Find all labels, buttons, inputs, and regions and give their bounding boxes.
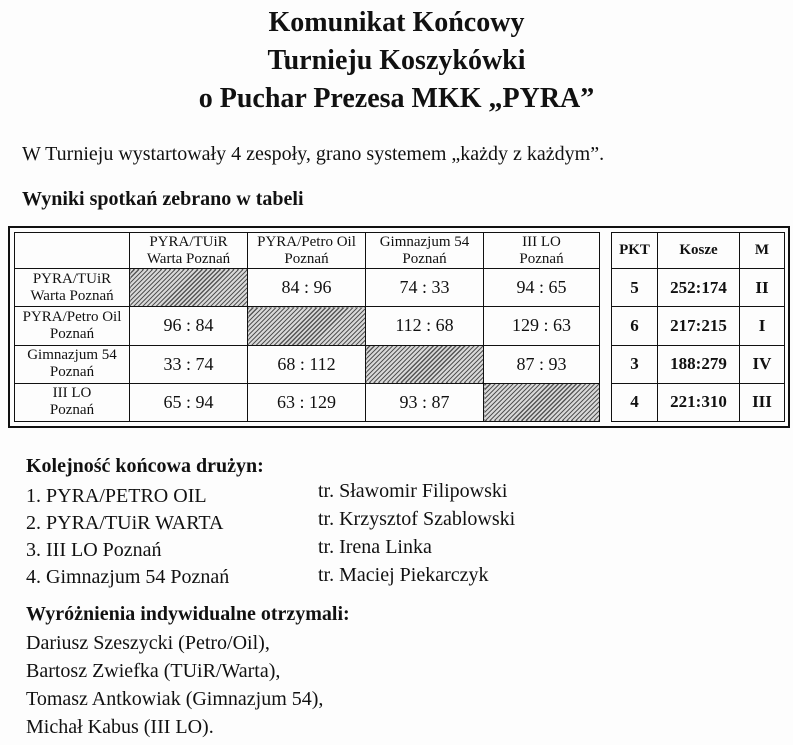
column-spacer [600,307,612,345]
points-cell: 3 [612,345,658,383]
score-cell: 96 : 84 [130,307,248,345]
place-cell: IV [740,345,785,383]
final-order-heading: Kolejność końcowa drużyn: [26,455,264,477]
place-cell: III [740,383,785,421]
list-item: tr. Sławomir Filipowski [318,480,508,502]
list-item: 4. Gimnazjum 54 Poznań [26,566,230,588]
column-header-team-1: PYRA/TUiR Warta Poznań [130,233,248,269]
list-item: 2. PYRA/TUiR WARTA [26,512,224,534]
coach-list [318,477,515,589]
row-label-team-3: Gimnazjum 54 Poznań [15,345,130,383]
column-spacer [600,233,612,269]
title-line-2: Turnieju Koszykówki [267,45,526,76]
title-line-1: Komunikat Końcowy [268,7,525,38]
table-row [15,269,785,307]
list-item: Dariusz Szeszycki (Petro/Oil), [26,632,270,654]
results-table [14,232,785,422]
list-item: tr. Krzysztof Szablowski [318,508,516,530]
column-header-kosze: Kosze [658,233,740,269]
column-header-pkt: PKT [612,233,658,269]
score-cell: 74 : 33 [366,269,484,307]
points-cell: 4 [612,383,658,421]
table-row [15,383,785,421]
results-table-frame [8,226,790,428]
score-cell: 112 : 68 [366,307,484,345]
document-title [0,4,793,118]
score-cell: 65 : 94 [130,383,248,421]
baskets-cell: 217:215 [658,307,740,345]
table-row [15,307,785,345]
list-item: tr. Maciej Piekarczyk [318,564,489,586]
final-order-list [26,483,229,591]
intro-text: W Turnieju wystartowały 4 zespoły, grano systemem „każdy z każdym”. [22,143,605,165]
score-cell: 129 : 63 [484,307,600,345]
column-header-team-2: PYRA/Petro Oil Poznań [248,233,366,269]
score-cell: 33 : 74 [130,345,248,383]
column-spacer [600,269,612,307]
points-cell: 5 [612,269,658,307]
list-item: 1. PYRA/PETRO OIL [26,485,207,507]
corner-cell [15,233,130,269]
table-header-row [15,233,785,269]
score-cell: 93 : 87 [366,383,484,421]
baskets-cell: 252:174 [658,269,740,307]
score-cell-blank [130,269,248,307]
column-spacer [600,345,612,383]
awards-list [26,629,323,741]
score-cell: 94 : 65 [484,269,600,307]
table-heading: Wyniki spotkań zebrano w tabeli [22,188,304,210]
place-cell: I [740,307,785,345]
score-cell: 68 : 112 [248,345,366,383]
list-item: Michał Kabus (III LO). [26,716,214,738]
score-cell: 84 : 96 [248,269,366,307]
row-label-team-2: PYRA/Petro Oil Poznań [15,307,130,345]
row-label-team-4: III LO Poznań [15,383,130,421]
table-row [15,345,785,383]
column-header-team-4: III LO Poznań [484,233,600,269]
list-item: Tomasz Antkowiak (Gimnazjum 54), [26,688,324,710]
points-cell: 6 [612,307,658,345]
place-cell: II [740,269,785,307]
column-spacer [600,383,612,421]
column-header-m: M [740,233,785,269]
score-cell-blank [248,307,366,345]
list-item: 3. III LO Poznań [26,539,162,561]
title-line-3: o Puchar Prezesa MKK „PYRA” [198,83,595,114]
column-header-team-3: Gimnazjum 54 Poznań [366,233,484,269]
baskets-cell: 188:279 [658,345,740,383]
list-item: Bartosz Zwiefka (TUiR/Warta), [26,660,281,682]
score-cell-blank [366,345,484,383]
awards-heading: Wyróżnienia indywidualne otrzymali: [26,603,350,625]
row-label-team-1: PYRA/TUiR Warta Poznań [15,269,130,307]
score-cell-blank [484,383,600,421]
score-cell: 87 : 93 [484,345,600,383]
score-cell: 63 : 129 [248,383,366,421]
baskets-cell: 221:310 [658,383,740,421]
list-item: tr. Irena Linka [318,536,432,558]
